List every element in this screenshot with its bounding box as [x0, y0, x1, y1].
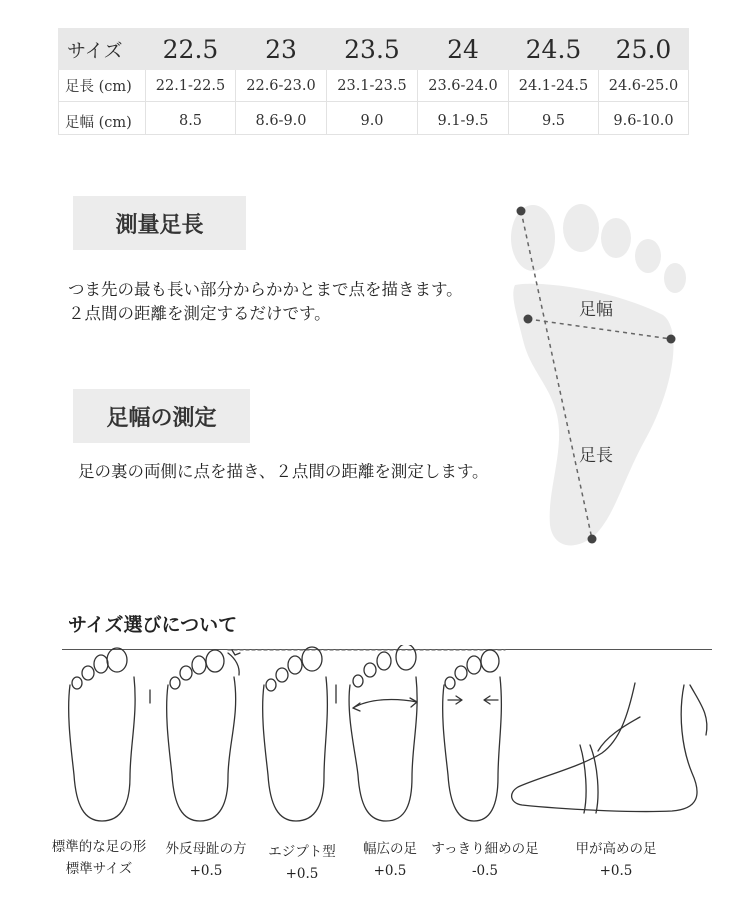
caption-line: 外反母趾の方: [165, 841, 247, 857]
size-header-cell: 23.5: [327, 29, 418, 70]
table-cell: 24.1-24.5: [509, 70, 599, 102]
table-cell: 9.1-9.5: [418, 102, 509, 135]
size-header-cell: 25.0: [599, 29, 689, 70]
row-label: 足長 (cm): [59, 70, 146, 102]
caption-line: 標準的な足の形: [51, 839, 147, 855]
high-instep-foot-icon: [512, 683, 707, 813]
caption-line: 甲が高めの足: [575, 841, 657, 857]
caption-line: +0.5: [189, 863, 223, 879]
table-cell: 24.6-25.0: [599, 70, 689, 102]
caption-line: +0.5: [373, 863, 407, 879]
measure-width-heading: 足幅の測定: [73, 389, 250, 443]
size-table: [58, 28, 689, 135]
slim-foot-icon: [443, 650, 502, 821]
table-cell: 9.5: [509, 102, 599, 135]
hallux-valgus-foot-icon: [167, 650, 240, 821]
caption-line: +0.5: [599, 863, 633, 879]
table-cell: 22.1-22.5: [146, 70, 236, 102]
caption-line: エジプト型: [268, 844, 336, 860]
caption-line: 幅広の足: [363, 841, 417, 857]
description-line: 足の裏の両側に点を描き、２点間の距離を測定します。: [78, 462, 489, 481]
table-cell: 9.0: [327, 102, 418, 135]
description-line: ２点間の距離を測定するだけです。: [68, 304, 331, 323]
caption-line: -0.5: [471, 863, 499, 879]
table-cell: 22.6-23.0: [236, 70, 327, 102]
description-line: つま先の最も長い部分からかかとまで点を描きます。: [68, 280, 463, 299]
guide-caption-slim: [428, 838, 542, 882]
measure-width-description: [78, 460, 489, 484]
foot-length-row: [59, 70, 689, 102]
table-cell: 8.5: [146, 102, 236, 135]
measure-length-description: [68, 278, 463, 326]
caption-line: 標準サイズ: [65, 861, 133, 877]
size-header-cell: 24.5: [509, 29, 599, 70]
guide-caption-hallux-valgus: [158, 838, 254, 882]
table-cell: 9.6-10.0: [599, 102, 689, 135]
table-cell: 23.6-24.0: [418, 70, 509, 102]
guide-caption-wide: [354, 838, 426, 882]
caption-line: +0.5: [285, 866, 319, 882]
foot-width-label: 足幅: [579, 300, 613, 320]
guide-caption-high-instep: [566, 838, 666, 882]
footprint-icon: [495, 190, 700, 555]
row-label: 足幅 (cm): [59, 102, 146, 135]
size-header-cell: 22.5: [146, 29, 236, 70]
size-header-cell: 24: [418, 29, 509, 70]
measure-length-heading: 測量足長: [73, 196, 246, 250]
table-cell: 8.6-9.0: [236, 102, 327, 135]
table-cell: 23.1-23.5: [327, 70, 418, 102]
guide-caption-egyptian: [262, 841, 342, 885]
foot-shapes-illustration: [50, 645, 720, 830]
egyptian-foot-icon: [263, 647, 336, 821]
size-header-row: [59, 29, 689, 70]
caption-line: すっきり細めの足: [431, 841, 539, 857]
wide-foot-icon: [349, 645, 417, 821]
size-header-label: サイズ: [59, 29, 146, 70]
foot-width-row: [59, 102, 689, 135]
foot-length-label: 足長: [579, 446, 613, 466]
size-header-cell: 23: [236, 29, 327, 70]
guide-caption-standard: [44, 836, 154, 880]
standard-foot-icon: [69, 648, 150, 821]
size-guide-title: サイズ選びについて: [68, 614, 238, 636]
